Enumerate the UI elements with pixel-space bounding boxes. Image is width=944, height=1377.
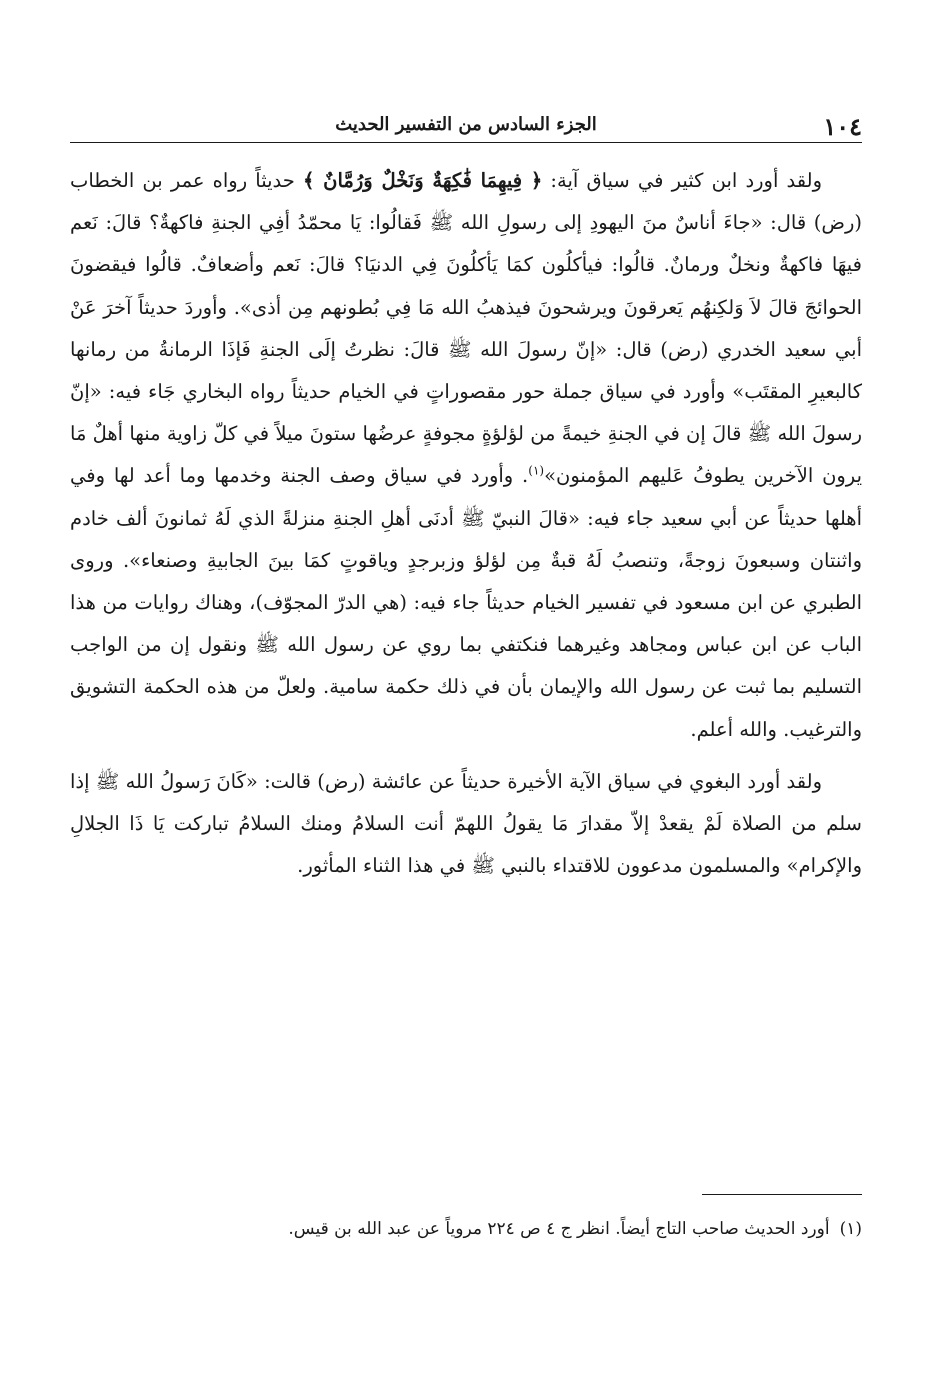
- running-title: الجزء السادس من التفسير الحديث: [335, 114, 597, 135]
- footnote: [70, 1214, 862, 1244]
- footnote-mark: (١): [839, 1219, 862, 1239]
- body-text: [70, 160, 862, 887]
- paragraph-1-intro: ولقد أورد ابن كثير في سياق آية:: [542, 169, 822, 192]
- page-header: [70, 110, 862, 143]
- footnote-text: أورد الحديث صاحب التاج أيضاً. انظر ج ٤ ص ٢٢٤ مروياً عن عبد الله بن قيس.: [288, 1219, 830, 1239]
- paragraph-2: ولقد أورد البغوي في سياق الآية الأخيرة حديثاً عن عائشة (رض) قالت: «كَانَ رَسولُ الله ﷺ إذا سلم من الصلاة لَمْ يقعدْ إلاّ مقدارَ مَا يقولُ اللهمّ أنت السلامُ ومنك السلامُ تباركت يَا ذَا الجلالِ والإكرام» والمسلمون مدعوون للاقتداء بالنبي ﷺ في هذا الثناء المأثور.: [70, 769, 862, 878]
- quran-verse: ﴿ فِيهِمَا فَٰكِهَةٌ وَنَخْلٌ وَرُمَّانٌ ﴾: [302, 169, 543, 192]
- page-number: ١٠٤: [823, 112, 862, 141]
- paragraph-1: [70, 160, 862, 751]
- paragraph-1-text-a: حديثاً رواه عمر بن الخطاب (رض) قال: «جاءَ أناسٌ منَ اليهودِ إلى رسولِ الله ﷺ فَقالُوا: يَا محمّدُ أفِي الجنةِ فاكهةٌ؟ قالَ: نَعم فيهَا فاكهةٌ ونخلٌ ورمانٌ. قالُوا: فيأكلُون كمَا يَأكلُونَ فِي الدنيَا؟ قالَ: نَعم وأضعافٌ. قالُوا فيقضونَ الحوائجَ قالَ لاَ وَلكِنهُم يَعرقونَ ويرشحونَ فيذهبُ الله مَا فِي بُطونهم مِن أذى». وأوردَ حديثاً آخرَ عَنْ أبي سعيد الخدري (رض) قال: «إنّ رسولَ الله ﷺ قالَ: نظرتُ إلَى الجنةِ فَإذَا الرمانةُ من رمانها كالبعيرِ المقتَب» وأورد في سياق جملة حور مقصوراتٍ في الخيام حديثاً رواه البخاري جَاء فيه: «إنّ رسولَ الله ﷺ قالَ إن في الجنةِ خيمةً من لؤلؤةٍ مجوفةٍ عرضُها ستونَ ميلاً في كلّ زاوية منها أهلٌ مَا يرون الآخرين يطوفُ عَليهم المؤمنون»: [70, 169, 862, 488]
- footnote-reference[interactable]: (١): [528, 463, 545, 478]
- footnote-separator: [702, 1194, 862, 1195]
- paragraph-1-text-b: . وأورد في سياق وصف الجنة وخدمها وما أعد لها وفي أهلها حديثاً عن أبي سعيد جاء فيه: «قالَ النبيّ ﷺ أدنَى أهلِ الجنةِ منزلةً الذي لَهُ ثمانونَ ألف خادم واثنتان وسبعونَ زوجةً، وتنصبُ لَهُ قبةٌ مِن لؤلؤ وزبرجدٍ وياقوتٍ كمَا بينَ الجابيةِ وصنعاء». وروى الطبري عن ابن مسعود في تفسير الخيام حديثاً جاء فيه: (هي الدرّ المجوّف)، وهناك روايات من هذا الباب عن ابن عباس ومجاهد وغيرهما فنكتفي بما روي عن رسول الله ﷺ ونقول إن من الواجب التسليم بما ثبت عن رسول الله والإيمان بأن في ذلك حكمة سامية. ولعلّ من هذه الحكمة التشويق والترغيب. والله أعلم.: [70, 464, 862, 741]
